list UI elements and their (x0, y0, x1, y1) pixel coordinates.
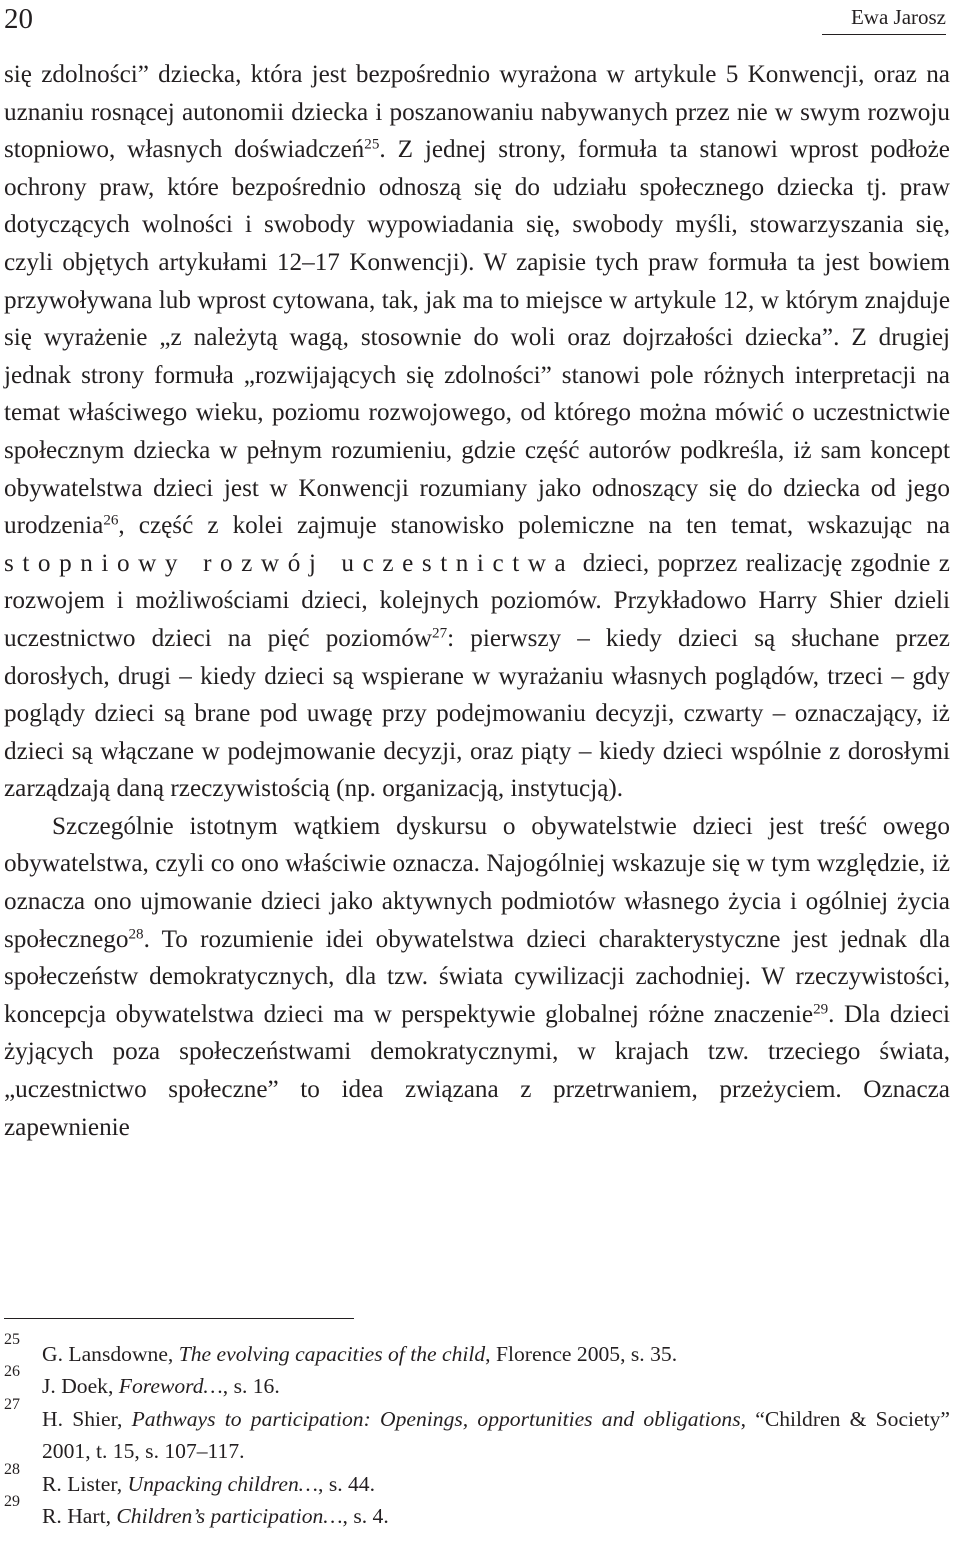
running-head: Ewa Jarosz (850, 5, 946, 29)
footnote-number: 28 (4, 1460, 20, 1478)
citation-text: R. Hart, (42, 1504, 117, 1529)
footnote-text (42, 1338, 950, 1370)
citation-text: , s. 16. (222, 1374, 280, 1399)
text-run: Szczególnie istotnym wątkiem dyskursu o obywatelstwie dzieci jest treść owego obywatelstwa, czyli co ono właściwie oznacza. Najogólniej wskazuje się w tym względzie, iż oznacza ono ujmowanie dzieci jako aktywnych podmiotów własnego życia i ogólniej życia społecznego (4, 812, 950, 953)
footnote-reference: 26 (103, 512, 119, 529)
text-run: się zdolności” dziecka, która jest bezpośrednio wyrażona w artykule 5 Konwencji, oraz na uznaniu rosnącej autonomii dziecka i poszanowaniu nabywanych przez nie w swym rozwoju stopniowo, własnych doświadczeń (4, 61, 950, 164)
citation-text: , Florence 2005, s. 35. (485, 1342, 678, 1366)
citation-title: Pathways to participation: Openings, opportunities and obligations (131, 1406, 741, 1431)
text-run: . Z jednej strony, formuła ta stanowi wprost podłoże ochrony praw, które bezpośrednio odnoszą się do udziału społecznego dziecka tj. praw dotyczących wolności i swobody wypowiadania się, swobody myśli, stowarzyszania się, czyli objętych artykułami 12–17 Konwencji). W zapisie tych praw formuła ta jest bowiem przywoływana lub wprost cytowana, tak, jak ma to miejsce w artykule 12, w którym znajduje się wyrażenie „z należytą wagą, stosownie do woli oraz dojrzałości dziecka”. Z drugiej jednak strony formuła „rozwijających się zdolności” stanowi pole różnych interpretacji na temat właściwego wieku, poziomu rozwojowego, od którego można mówić o uczestnictwie społecznym dziecka w pełnym rozumieniu, gdzie część autorów podkreśla, iż sam koncept obywatelstwa dzieci jest w Konwencji rozumiany jako odnoszący się do dziecka od jego urodzenia (4, 136, 950, 540)
page-header (0, 0, 960, 40)
page-number: 20 (4, 3, 33, 35)
footnote-text (42, 1370, 950, 1402)
citation-title: Children’s participation… (116, 1504, 343, 1529)
footnote-separator (4, 1318, 354, 1319)
footnote (4, 1363, 950, 1402)
footnote-number: 25 (4, 1331, 20, 1348)
citation-title: The evolving capacities of the child (178, 1342, 486, 1366)
paragraph (4, 56, 950, 808)
footnote-reference: 29 (813, 1001, 829, 1018)
footnote (4, 1460, 950, 1500)
footnote-text (42, 1403, 950, 1468)
text-run: . To rozumienie idei obywatelstwa dzieci charakterystyczne jest jednak dla społeczeństw demokratycznych, dla tzw. świata cywilizacji zachodniej. W rzeczywistości, koncepcja obywatelstwa dzieci ma w perspektywie globalnej różne znaczenie (4, 925, 950, 1028)
citation-text: R. Lister, (42, 1471, 128, 1496)
footnote (4, 1331, 950, 1370)
footnote-number: 29 (4, 1493, 20, 1511)
header-rule (822, 34, 946, 35)
footnote-reference: 27 (432, 625, 448, 642)
citation-text: , s. 4. (342, 1504, 389, 1529)
footnote-reference: 25 (364, 136, 380, 153)
citation-title: Foreword… (118, 1374, 223, 1399)
footnote-number: 27 (4, 1395, 20, 1413)
paragraph (4, 808, 950, 1146)
footnotes (4, 1331, 951, 1532)
text-run: : pierwszy – kiedy dzieci są słuchane przez dorosłych, drugi – kiedy dzieci są wspierane w wyrażaniu własnych poglądów, trzeci – gdy poglądy dzieci są brane pod uwagę przy podejmowaniu decyzji, czwarty – oznaczający, iż dzieci są włączane w podejmowanie decyzji, oraz piąty – kiedy dzieci wspólnie z dorosłymi zarządzają daną rzeczywistością (np. organizacją, instytucją). (4, 624, 950, 803)
citation-text: G. Lansdowne, (42, 1342, 179, 1366)
text-run: . Dla dzieci żyjących poza społeczeństwami demokratycznymi, w krajach tzw. trzeciego świata, „uczestnictwo społeczne” to idea związana z przetrwaniem, przeżyciem. Oznacza zapewnienie (4, 1000, 951, 1141)
footnote-reference: 28 (128, 926, 144, 943)
body-text (4, 56, 950, 1146)
footnote (4, 1395, 951, 1468)
citation-text: , “Children & Society” 2001, t. 15, s. 107–117. (42, 1406, 951, 1464)
emphasized-text: stopniowy rozwój uczestnictwa (4, 549, 575, 577)
footnote-number: 26 (4, 1363, 20, 1381)
text-run: dzieci, poprzez realizację zgodnie z rozwojem i możliwościami dzieci, kolejnych poziomów. Przykładowo Harry Shier dzieli uczestnictwo dzieci na pięć poziomów (4, 549, 950, 652)
citation-text: , s. 44. (318, 1471, 376, 1496)
citation-text: J. Doek, (42, 1374, 119, 1399)
footnote-text (42, 1468, 950, 1500)
text-run: , część z kolei zajmuje stanowisko polemiczne na ten temat, wskazując na (118, 512, 950, 540)
citation-text: H. Shier, (42, 1406, 132, 1431)
footnote (4, 1493, 950, 1532)
footnote-text (42, 1500, 950, 1532)
citation-title: Unpacking children… (127, 1471, 319, 1496)
